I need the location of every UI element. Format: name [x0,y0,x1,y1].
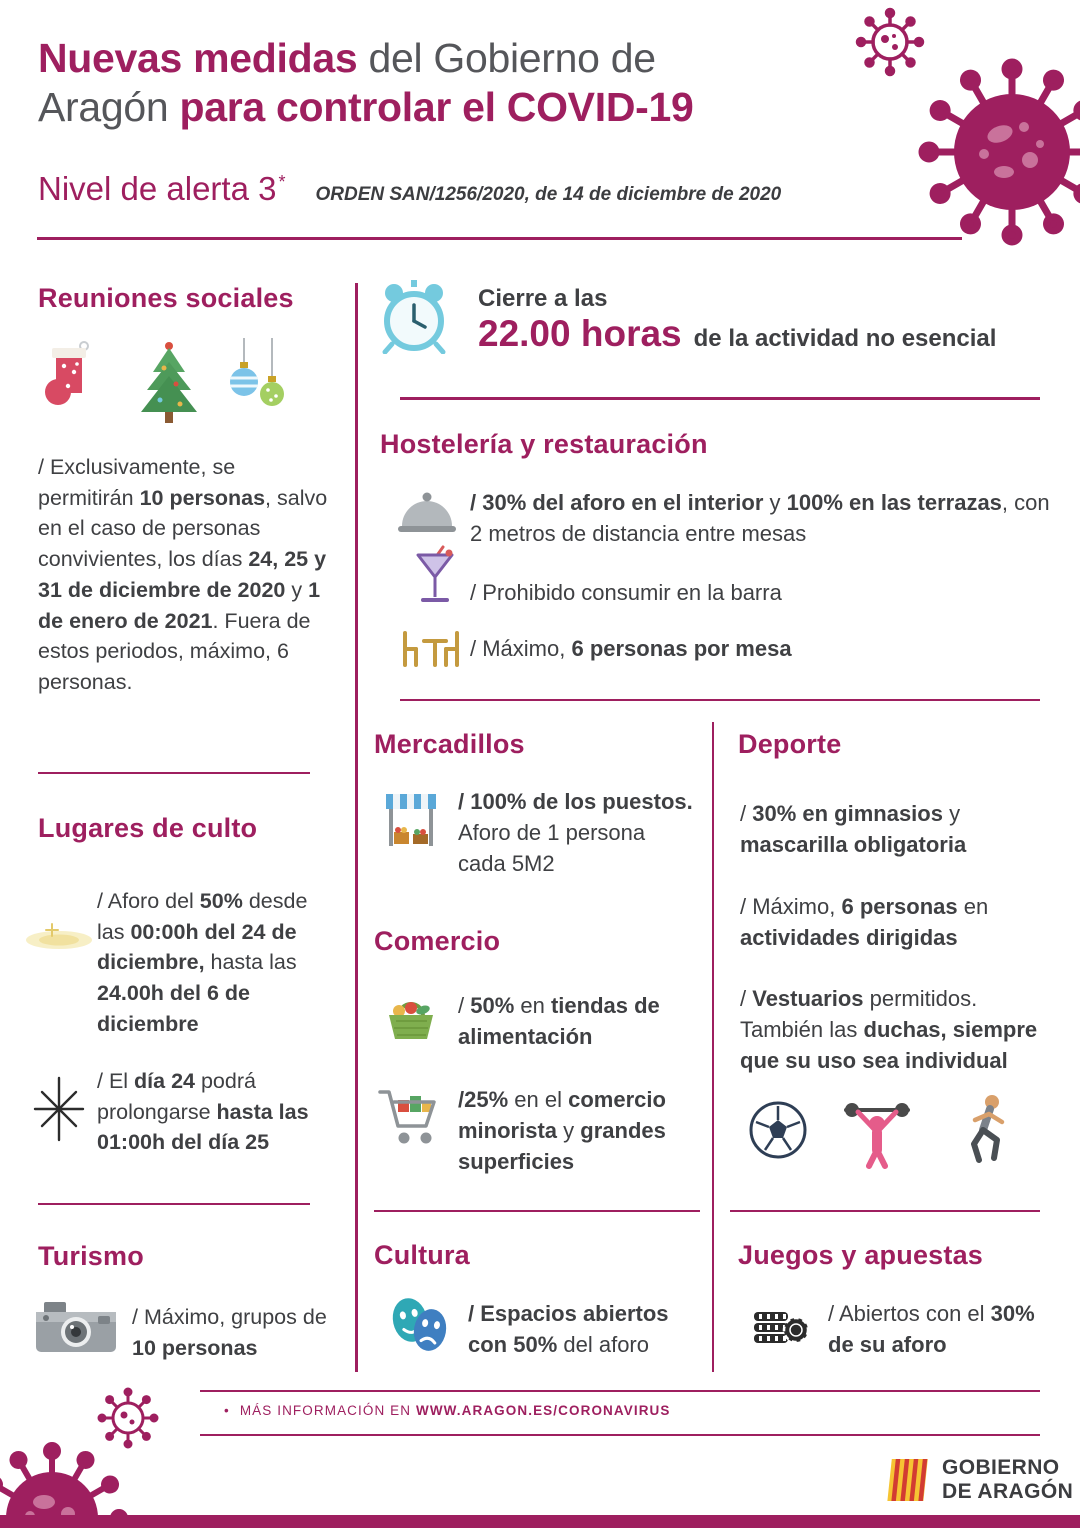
title-line-2: Aragón para controlar el COVID-19 [38,84,694,131]
divider [38,772,310,774]
divider [730,1210,1040,1212]
alert-asterisk: * [278,172,286,192]
alarm-clock-icon [380,280,448,354]
section-title-juegos: Juegos y apuestas [738,1240,984,1270]
comercio-item-2: /25% en el comercio minorista y grandes superficies [458,1087,666,1175]
candle-glow-icon [22,916,96,960]
poker-chips-icon [750,1292,810,1352]
section-title-comercio: Comercio [374,926,501,956]
christmas-icons [36,336,291,436]
star-icon [28,1076,90,1142]
shopping-cart-icon [378,1084,440,1148]
christmas-tree-icon [141,342,197,423]
hosteleria-item-2: / Prohibido consumir en la barra [470,580,782,605]
footer-divider-top [200,1390,1040,1392]
alert-row [38,170,781,208]
stocking-icon [45,342,88,405]
section-title-culto: Lugares de culto [38,813,258,843]
divider [374,1210,700,1212]
section-title-turismo: Turismo [38,1241,144,1271]
alert-level: Nivel de alerta 3 * [38,170,286,207]
cierre-line [478,313,996,355]
food-basket-icon [384,988,438,1042]
column-divider-right [712,722,714,1372]
page-title [38,34,694,132]
logo-text: GOBIERNO DE ARAGÓN [942,1456,1074,1503]
divider [400,699,1040,701]
cultura-item-1: / Espacios abiertos con 50% del aforo [468,1301,669,1358]
culto-item-2: / El día 24 podrá prolongarse hasta las 01:00h del día 25 [97,1069,309,1155]
gobierno-aragon-logo [884,1456,1073,1503]
market-stall-icon [384,792,438,852]
cocktail-icon [412,545,458,607]
deporte-item-3: / Vestuarios permitidos. También las duchas, siempre que su uso sea individual [740,986,1038,1074]
cierre-time: 22.00 horas [478,313,682,354]
deporte-item-2: / Máximo, 6 personas en actividades dirigidas [740,894,989,951]
reuniones-body: / Exclusivamente, se permitirán 10 personas, salvo en el caso de personas convivientes, los días 24, 25 y 31 de diciembre de 2020 y 1 de enero de 2021. Fuera de estos periodos, máximo, 6 personas. [38,455,328,695]
cierre-detail: de la actividad no esencial [693,325,997,352]
soccer-ball-icon [751,1103,805,1157]
hosteleria-item-1: / 30% del aforo en el interior y 100% en las terrazas, con 2 metros de distancia entre mesas [470,490,1050,547]
column-divider-left [355,283,358,1372]
deporte-item-1: / 30% en gimnasios y mascarilla obligatoria [740,801,967,858]
juegos-item-1: / Abiertos con el 30% de su aforo [828,1301,1035,1358]
bullet-icon: • [224,1403,230,1418]
section-title-deporte: Deporte [738,729,842,759]
cierre-intro: Cierre a las [478,285,608,312]
coronavirus-icon [0,1386,205,1528]
header-divider [37,237,962,240]
section-title-reuniones: Reuniones sociales [38,283,294,313]
aragon-flag-icon [884,1457,932,1503]
theater-masks-icon [384,1290,454,1356]
comercio-item-1: / 50% en tiendas de alimentación [458,993,660,1050]
title-line-1: Nuevas medidas del Gobierno de [38,35,656,81]
bottom-bar [0,1515,1080,1528]
baubles-icon [228,338,284,406]
section-title-hosteleria: Hostelería y restauración [380,429,708,459]
runner-icon [974,1095,1002,1160]
hosteleria-item-3: / Máximo, 6 personas por mesa [470,636,792,661]
section-title-mercadillos: Mercadillos [374,729,525,759]
mercadillos-item-1: / 100% de los puestos. Aforo de 1 persona cada 5M2 [458,789,693,877]
divider [400,397,1040,400]
turismo-item-1: / Máximo, grupos de 10 personas [132,1305,327,1360]
footer-divider-bottom [200,1434,1040,1436]
cloche-icon [398,490,456,536]
coronavirus-icon [850,0,1080,285]
table-chairs-icon [398,625,464,669]
footer-info [224,1403,671,1418]
sport-icons [744,1090,1034,1170]
info-url: MÁS INFORMACIÓN EN WWW.ARAGON.ES/CORONAVIRUS [239,1403,671,1418]
divider [38,1203,310,1205]
weightlifter-icon [845,1103,909,1166]
section-title-cultura: Cultura [374,1240,470,1270]
culto-item-1: / Aforo del 50% desde las 00:00h del 24 de diciembre, hasta las 24.00h del 6 de diciembre [97,889,308,1036]
order-reference: ORDEN SAN/1256/2020, de 14 de diciembre de 2020 [315,184,782,205]
camera-icon [36,1296,116,1354]
